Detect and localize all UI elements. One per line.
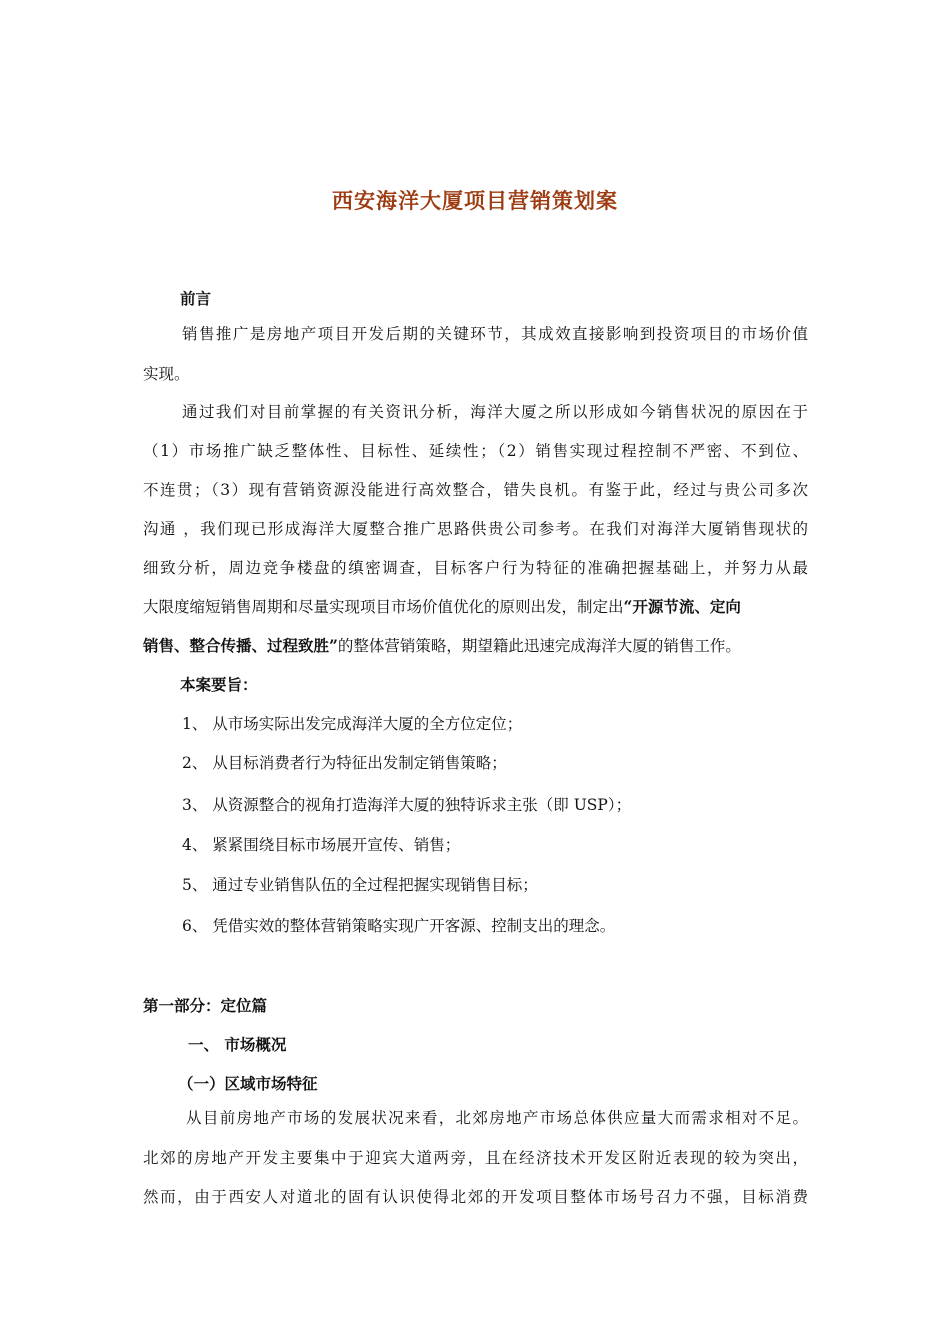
preface-heading: 前言 (180, 289, 212, 308)
subsection-heading: （一）区域市场特征 (178, 1074, 318, 1093)
preface-paragraph-2-line: 不连贯；（3）现有营销资源没能进行高效整合，错失良机。有鉴于此，经过与贵公司多次 (143, 481, 808, 499)
preface-text: 大限度缩短销售周期和尽量实现项目市场价值优化的原则出发，制定出 (143, 598, 624, 616)
preface-paragraph-2-line (143, 597, 808, 617)
body-paragraph-line: 从目前房地产市场的发展状况来看，北郊房地产市场总体供应量大而需求相对不足。 (186, 1109, 808, 1127)
body-paragraph-line: 北郊的房地产开发主要集中于迎宾大道两旁，且在经济技术开发区附近表现的较为突出， (143, 1149, 808, 1167)
preface-text: 的整体营销策略，期望籍此迅速完成海洋大厦的销售工作。 (337, 637, 741, 655)
part-heading: 第一部分：定位篇 (143, 996, 268, 1015)
summary-item: 3、 从资源整合的视角打造海洋大厦的独特诉求主张（即 USP）； (182, 796, 632, 814)
body-paragraph-line: 然而，由于西安人对道北的固有认识使得北郊的开发项目整体市场号召力不强，目标消费 (143, 1188, 808, 1206)
summary-item: 5、 通过专业销售队伍的全过程把握实现销售目标； (182, 876, 538, 894)
summary-item: 1、 从市场实际出发完成海洋大厦的全方位定位； (182, 715, 523, 733)
preface-paragraph-1-line: 销售推广是房地产项目开发后期的关键环节，其成效直接影响到投资项目的市场价值 (182, 325, 808, 343)
preface-paragraph-2-line: 细致分析，周边竞争楼盘的缜密调查，目标客户行为特征的准确把握基础上，并努力从最 (143, 559, 808, 577)
preface-paragraph-2-line: 通过我们对目前掌握的有关资讯分析，海洋大厦之所以形成如今销售状况的原因在于 (182, 403, 808, 421)
summary-item: 6、 凭借实效的整体营销策略实现广开客源、控制支出的理念。 (182, 917, 616, 935)
strategy-emphasis: “开源节流、定向 (623, 597, 741, 616)
document-title: 西安海洋大厦项目营销策划案 (332, 189, 618, 213)
section-heading: 一、 市场概况 (188, 1035, 287, 1054)
preface-paragraph-2-line: 沟通 ，我们现已形成海洋大厦整合推广思路供贵公司参考。在我们对海洋大厦销售现状的 (143, 520, 808, 538)
preface-paragraph-2-line (143, 636, 808, 656)
summary-heading: 本案要旨： (180, 675, 258, 694)
preface-paragraph-2-line: （1）市场推广缺乏整体性、目标性、延续性；（2）销售实现过程控制不严密、不到位、 (143, 442, 808, 460)
summary-item: 2、 从目标消费者行为特征出发制定销售策略； (182, 754, 507, 772)
summary-item: 4、 紧紧围绕目标市场展开宣传、销售； (182, 836, 461, 854)
strategy-emphasis: 销售、整合传播、过程致胜” (143, 636, 338, 655)
preface-paragraph-1-line: 实现。 (143, 365, 190, 383)
